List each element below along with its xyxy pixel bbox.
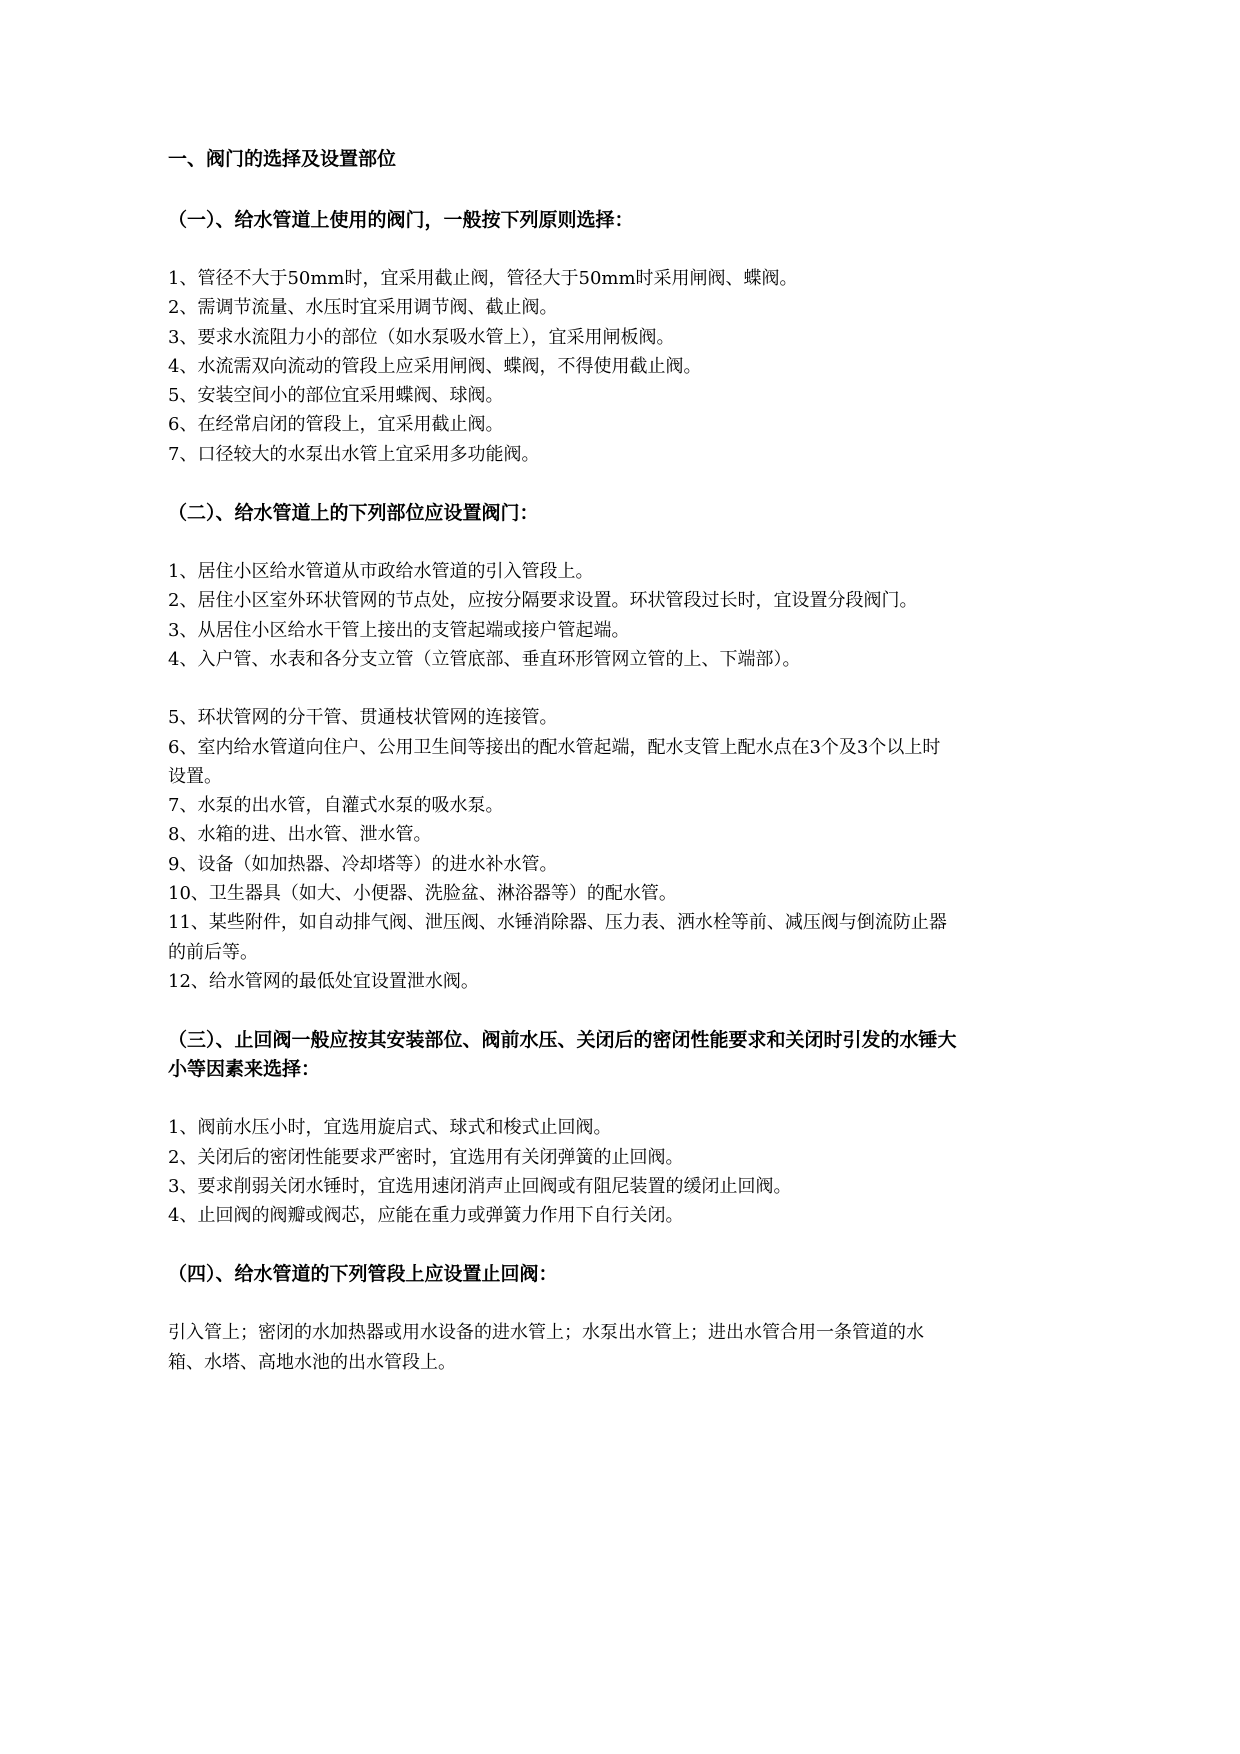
section-paragraph-4: 引入管上；密闭的水加热器或用水设备的进水管上；水泵出水管上；进出水管合用一条管道的水箱、水塔、高地水池的出水管段上。 xyxy=(168,1322,924,1373)
section-list-1 xyxy=(168,264,958,469)
list-item: 2、居住小区室外环状管网的节点处，应按分隔要求设置。环状管段过长时，宜设置分段阀门。 xyxy=(168,590,918,612)
list-item: 11、某些附件，如自动排气阀、泄压阀、水锤消除器、压力表、洒水栓等前、减压阀与倒流防止器的前后等。 xyxy=(168,912,947,963)
list-item: 5、安装空间小的部位宜采用蝶阀、球阀。 xyxy=(168,385,504,407)
list-item: 1、居住小区给水管道从市政给水管道的引入管段上。 xyxy=(168,561,594,583)
section-list-3 xyxy=(168,1113,958,1230)
document-body xyxy=(168,145,958,1377)
list-item: 6、室内给水管道向住户、公用卫生间等接出的配水管起端，配水支管上配水点在3个及3个以上时设置。 xyxy=(168,736,941,787)
section-heading-3: （三）、止回阀一般应按其安装部位、阀前水压、关闭后的密闭性能要求和关闭时引发的水锤大小等因素来选择： xyxy=(168,1029,957,1081)
section-heading-4: （四）、给水管道的下列管段上应设置止回阀： xyxy=(168,1263,558,1286)
blank-line xyxy=(168,674,958,703)
list-item: 1、阀前水压小时，宜选用旋启式、球式和梭式止回阀。 xyxy=(168,1117,612,1139)
list-item: 4、止回阀的阀瓣或阀芯，应能在重力或弹簧力作用下自行关闭。 xyxy=(168,1205,684,1227)
list-item: 5、环状管网的分干管、贯通枝状管网的连接管。 xyxy=(168,707,558,729)
list-item: 12、给水管网的最低处宜设置泄水阀。 xyxy=(168,970,479,992)
section-heading-2: （二）、给水管道上的下列部位应设置阀门： xyxy=(168,502,539,525)
list-item: 9、设备（如加热器、冷却塔等）的进水补水管。 xyxy=(168,853,558,875)
list-item: 3、要求削弱关闭水锤时，宜选用速闭消声止回阀或有阻尼装置的缓闭止回阀。 xyxy=(168,1175,792,1197)
section-heading-1: （一）、给水管道上使用的阀门，一般按下列原则选择： xyxy=(168,209,634,231)
list-item: 4、入户管、水表和各分支立管（立管底部、垂直环形管网立管的上、下端部）。 xyxy=(168,648,801,670)
list-item: 10、卫生器具（如大、小便器、洗脸盆、淋浴器等）的配水管。 xyxy=(168,883,677,905)
list-item: 7、口径较大的水泵出水管上宜采用多功能阀。 xyxy=(168,443,540,465)
list-item: 7、水泵的出水管，自灌式水泵的吸水泵。 xyxy=(168,795,504,817)
list-item: 6、在经常启闭的管段上，宜采用截止阀。 xyxy=(168,414,504,436)
list-item: 1、管径不大于50mm时，宜采用截止阀，管径大于50mm时采用闸阀、蝶阀。 xyxy=(168,268,798,289)
section-list-2 xyxy=(168,557,958,996)
list-item: 3、要求水流阻力小的部位（如水泵吸水管上），宜采用闸板阀。 xyxy=(168,326,675,348)
list-item: 2、需调节流量、水压时宜采用调节阀、截止阀。 xyxy=(168,297,558,319)
list-item: 8、水箱的进、出水管、泄水管。 xyxy=(168,824,432,846)
list-item: 3、从居住小区给水干管上接出的支管起端或接户管起端。 xyxy=(168,619,630,641)
list-item: 2、关闭后的密闭性能要求严密时，宜选用有关闭弹簧的止回阀。 xyxy=(168,1146,684,1168)
list-item: 4、水流需双向流动的管段上应采用闸阀、蝶阀，不得使用截止阀。 xyxy=(168,355,702,377)
page-title: 一、阀门的选择及设置部位 xyxy=(168,148,397,170)
